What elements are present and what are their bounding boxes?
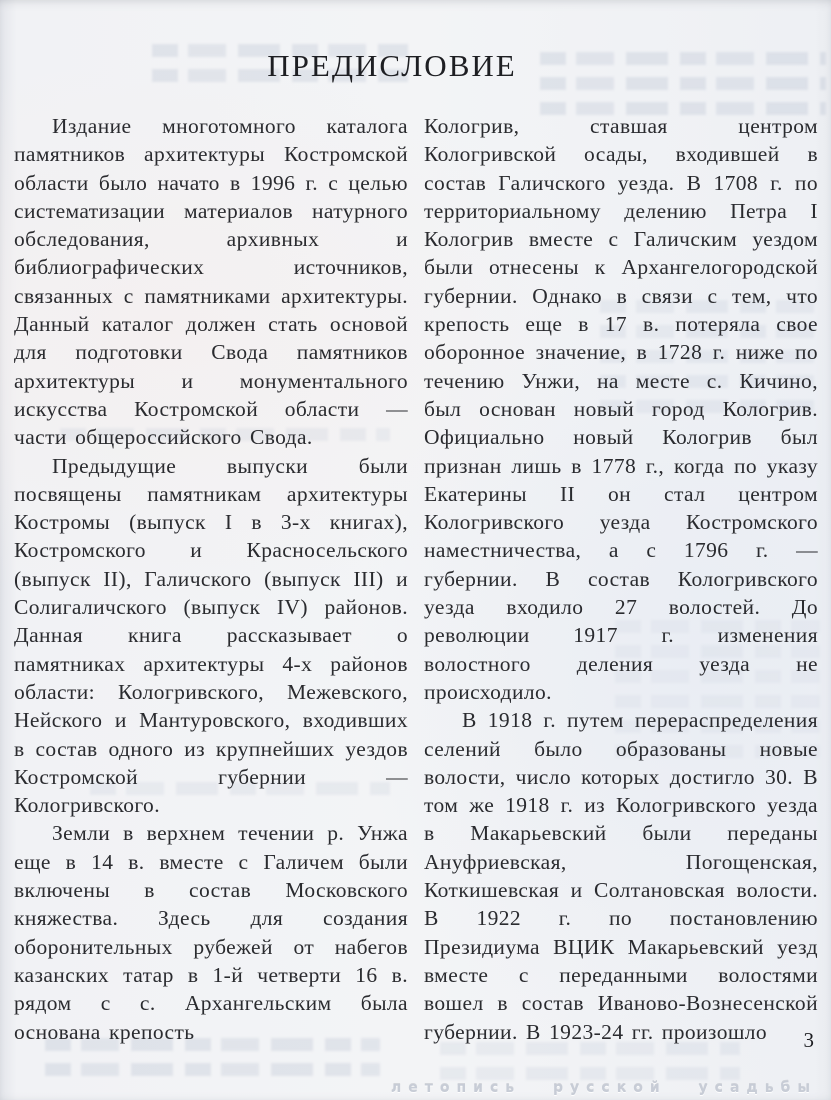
paragraph: Земли в верхнем течении р. Унжа еще в 14 в. вместе с Галичем были включены в состав Московского княжества. Здесь для создания оборонительных рубежей от набегов казанских татар в 1-й четверти 16 в. рядом с с. Архангельским была основана крепость xyxy=(14,821,408,1044)
page-number: 3 xyxy=(803,1028,814,1052)
page-title: ПРЕДИСЛОВИЕ xyxy=(267,48,517,83)
scan-watermark: летопись русской усадьбы xyxy=(390,1080,817,1096)
paragraph: Предыдущие выпуски были посвящены памятникам архитектуры Костромы (выпуск I в 3-х книгах), Костромского и Красносельского (выпуск II), Галичского (выпуск III) и Солигаличского (выпуск IV) районов. Данная книга рассказывает о памятниках архитектуры 4-х районов области: Кологривского, Межевского, Нейского и Мантуровского, входивших в состав одного из крупнейших уездов Костромской губернии — Кологривского. xyxy=(14,453,408,818)
paragraph: В 1918 г. путем перераспределения селений было образованы новые волости, число которых достигло 30. В том же 1918 г. из Кологривского уезда в Макарьевский были переданы Ануфриевская, Погощенская, Коткишевская и Солтановская волости. В 1922 г. по постановлению Президиума ВЦИК Макарьевский уезд вместе с переданными волостями вошел в состав Иваново-Вознесенской губернии. В 1923-24 гг. произошло xyxy=(424,708,818,1044)
paragraph: Кологрив, ставшая центром Кологривской осады, входившей в состав Галичского уезда. В 1708 г. по территориальному делению Петра I Кологрив вместе с Галичским уездом были отнесены к Архангелогородской губернии. Однако в связи с тем, что крепость еще в 17 в. потеряла свое оборонное значение, в 1728 г. ниже по течению Унжи, на месте с. Кичино, был основан новый город Кологрив. Официально новый Кологрив был признан лишь в 1778 г., когда по указу Екатерины II он стал центром Кологривского уезда Костромского наместничества, а с 1796 г. — губернии. В состав Кологривского уезда входило 27 волостей. До революции 1917 г. изменения волостного деления уезда не происходило. xyxy=(424,114,818,704)
paragraph: Издание многотомного каталога памятников архитектуры Костромской области было начато в 1996 г. с целью систематизации материалов натурного обследования, архивных и библиографических источников, связанных с памятниками архитектуры. Данный каталог должен стать основой для подготовки Свода памятников архитектуры и монументального искусства Костромской области — части общероссийского Свода. xyxy=(14,114,408,450)
text-column-right xyxy=(424,112,818,1046)
text-column-left xyxy=(14,112,408,1046)
